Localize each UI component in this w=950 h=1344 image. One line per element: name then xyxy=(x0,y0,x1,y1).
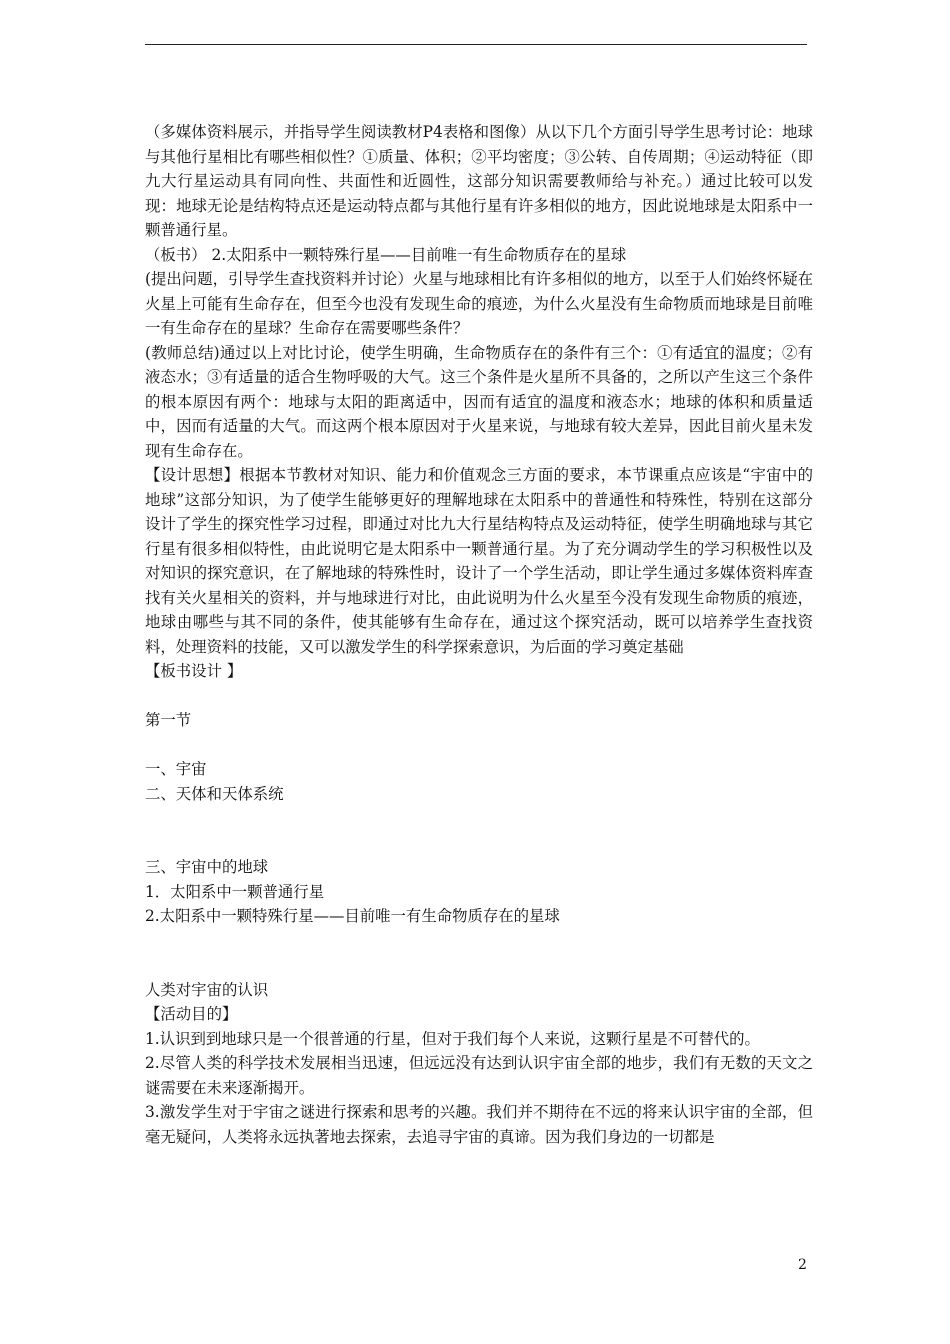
paragraph-design-idea: 【设计思想】根据本节教材对知识、能力和价值观念三方面的要求，本节课重点应该是“宇宙中的地球”这部分知识，为了使学生能够更好的理解地球在太阳系中的普通性和特殊性，特别在这部分设计了学生的探究性学习过程，即通过对比九大行星结构特点及运动特征，使学生明确地球与其它行星有很多相似特性，由此说明它是太阳系中一颗普通行星。为了充分调动学生的学习积极性以及对知识的探究意识，在了解地球的特殊性时，设计了一个学生活动，即让学生通过多媒体资料库查找有关火星相关的资料，并与地球进行对比，由此说明为什么火星至今没有发现生命物质的痕迹，地球由哪些与其不同的条件，使其能够有生命存在，通过这个探究活动，既可以培养学生查找资料，处理资料的技能，又可以激发学生的科学探索意识，为后面的学习奠定基础 xyxy=(145,466,813,656)
document-body xyxy=(145,120,813,1149)
section-label: 第一节 xyxy=(145,711,192,729)
activity-title: 人类对宇宙的认识 xyxy=(145,980,269,999)
page-number: 2 xyxy=(798,1257,807,1273)
activity-goal-2: 2.尽管人类的科学技术发展相当迅速，但远远没有达到认识宇宙全部的地步，我们有无数的天文之谜需要在未来逐渐揭开。 xyxy=(145,1054,813,1097)
paragraph-teacher-summary: (教师总结)通过以上对比讨论，使学生明确，生命物质存在的条件有三个：①有适宜的温度；②有液态水；③有适量的适合生物呼吸的大气。这三个条件是火星所不具备的，之所以产生这三个条件的根本原因有两个：地球与太阳的距离适中，因而有适宜的温度和液态水；地球的体积和质量适中，因而有适量的大气。而这两个根本原因对于火星来说，与地球有较大差异，因此目前火星未发现有生命存在。 xyxy=(145,343,813,460)
activity-goal-heading: 【活动目的】 xyxy=(145,1005,238,1023)
outline-item-celestial-bodies: 二、天体和天体系统 xyxy=(145,784,284,803)
outline-sub-special-planet: 2.太阳系中一颗特殊行星——目前唯一有生命物质存在的星球 xyxy=(145,907,560,925)
board-design-heading: 【板书设计 】 xyxy=(145,662,243,680)
outline-sub-ordinary-planet: 1．太阳系中一颗普通行星 xyxy=(145,882,325,901)
outline-item-earth: 三、宇宙中的地球 xyxy=(145,858,269,876)
activity-goal-3: 3.激发学生对于宇宙之谜进行探索和思考的兴趣。我们并不期待在不远的将来认识宇宙的全部，但毫无疑问，人类将永远执著地去探索，去追寻宇宙的真谛。因为我们身边的一切都是 xyxy=(145,1103,813,1146)
paragraph-question: (提出问题，引导学生查找资料并讨论）火星与地球相比有许多相似的地方，以至于人们始终怀疑在火星上可能有生命存在，但至今也没有发现生命的痕迹，为什么火星没有生命物质而地球是目前唯一有生命存在的星球？生命存在需要哪些条件？ xyxy=(145,270,813,337)
header-rule xyxy=(145,44,807,45)
activity-goal-1: 1.认识到到地球只是一个很普通的行星，但对于我们每个人来说，这颗行星是不可替代的。 xyxy=(145,1029,760,1048)
board-note-special-planet: （板书） 2.太阳系中一颗特殊行星——目前唯一有生命物质存在的星球 xyxy=(145,245,627,264)
outline-item-universe: 一、宇宙 xyxy=(145,760,207,778)
paragraph-comparison: （多媒体资料展示，并指导学生阅读教材P4表格和图像）从以下几个方面引导学生思考讨论：地球与其他行星相比有哪些相似性？①质量、体积；②平均密度；③公转、自传周期；④运动特征（即九大行星运动具有同向性、共面性和近圆性，这部分知识需要教师给与补充。）通过比较可以发现：地球无论是结构特点还是运动特点都与其他行星有许多相似的地方，因此说地球是太阳系中一颗普通行星。 xyxy=(145,123,813,239)
